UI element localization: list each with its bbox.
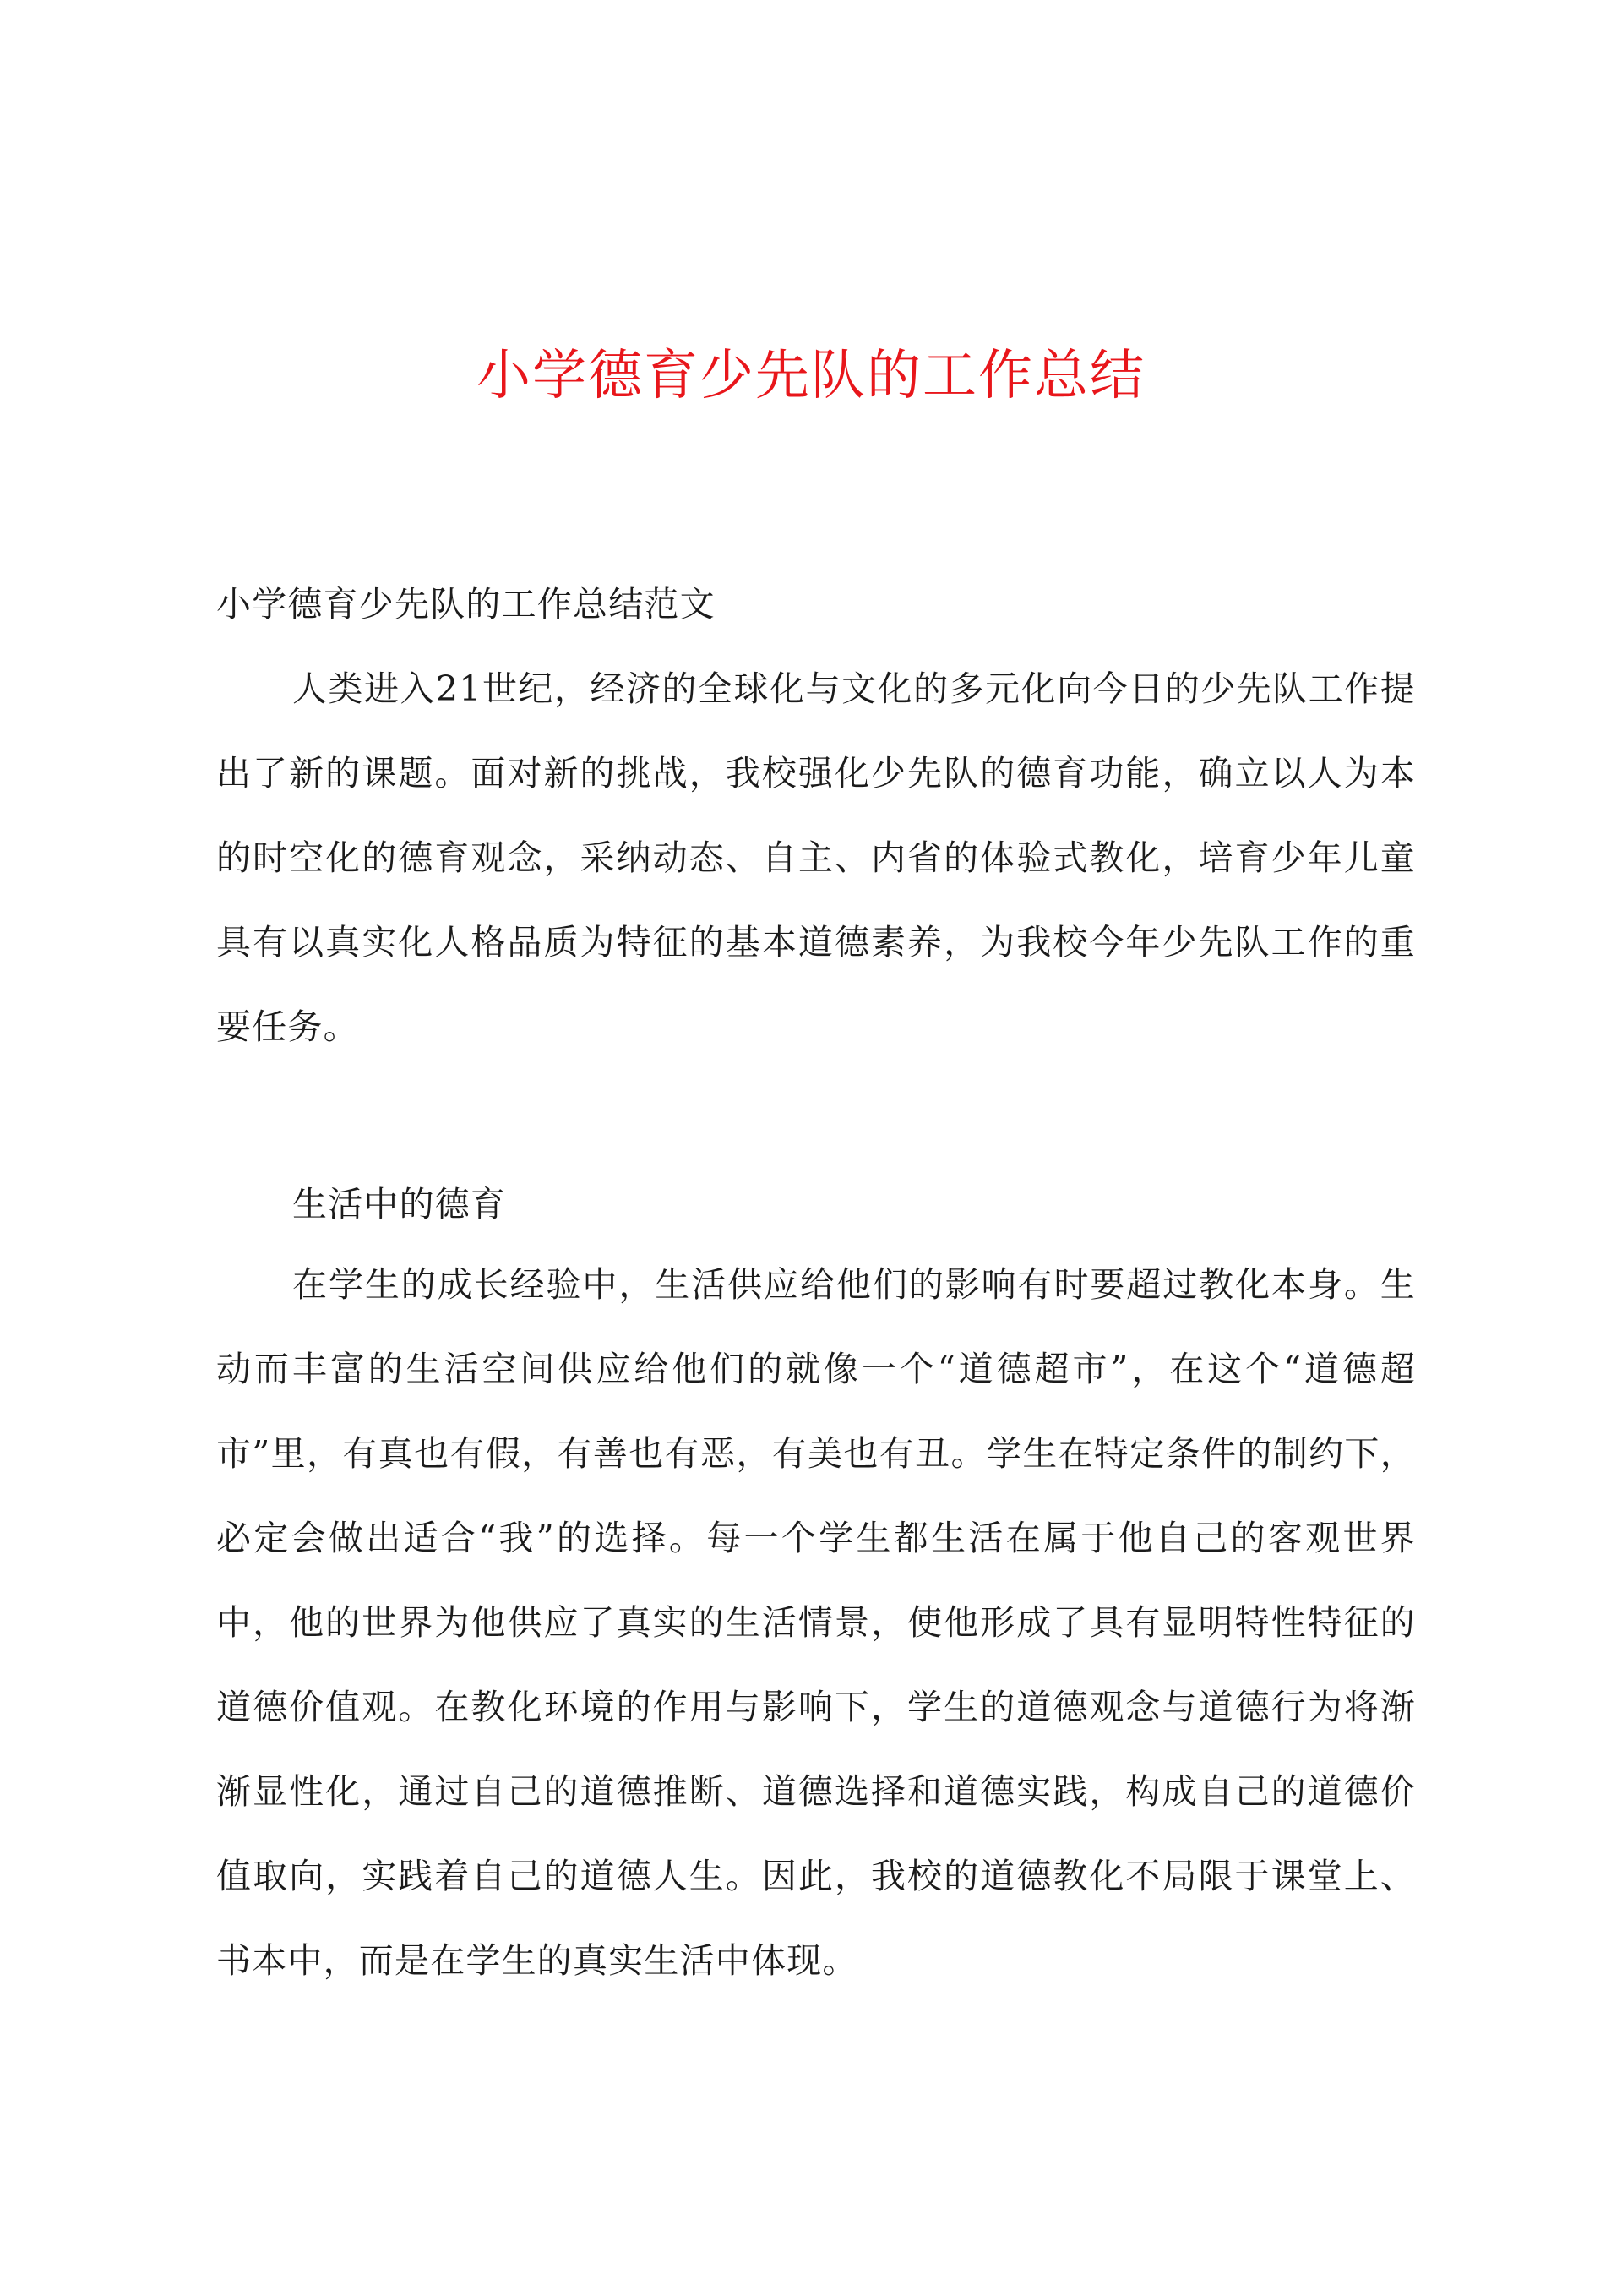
section-heading: 生活中的德育 — [292, 1184, 507, 1224]
document-subtitle: 小学德育少先队的工作总结范文 — [216, 584, 716, 624]
section-paragraph: 在学生的成长经验中，生活供应给他们的影响有时要超过教化本身。生动而丰富的生活空间供应给他们的就像一个“道德超市”，在这个“道德超市”里，有真也有假，有善也有恶，有美也有丑。学生在特定条件的制约下，必定会做出适合“我”的选择。每一个学生都生活在属于他自己的客观世界中，他的世界为他供应了真实的生活情景，使他形成了具有显明特性特征的道德价值观。在教化环境的作用与影响下，学生的道德观念与道德行为将渐渐显性化，通过自己的道德推断、道德选择和道德实践，构成自己的道德价值取向，实践着自己的道德人生。因此，我校的道德教化不局限于课堂上、书本中，而是在学生的真实生活中体现。 — [216, 1264, 1416, 1981]
document-title: 小学德育少先队的工作总结 — [476, 345, 1146, 407]
intro-paragraph: 人类进入21世纪，经济的全球化与文化的多元化向今日的少先队工作提出了新的课题。面对新的挑战，我校强化少先队的德育功能，确立以人为本的时空化的德育观念，采纳动态、自主、内省的体验式教化，培育少年儿童具有以真实化人格品质为特征的基本道德素养，为我校今年少先队工作的重要任务。 — [216, 668, 1416, 1047]
